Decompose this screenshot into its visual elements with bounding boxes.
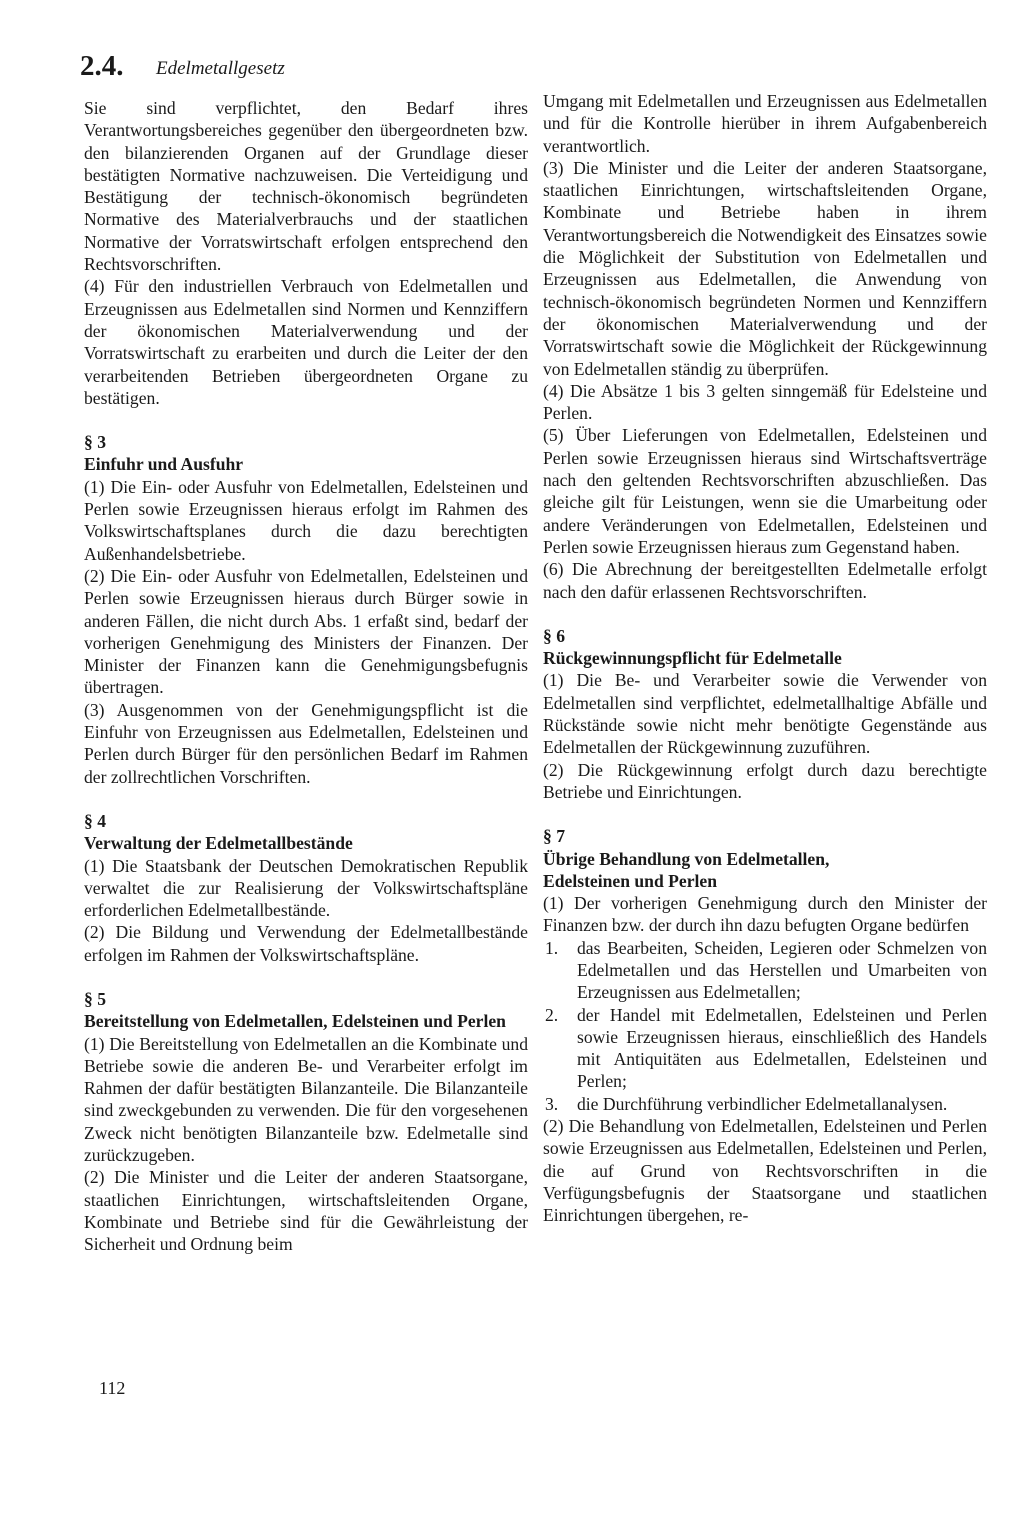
section-3-title: Einfuhr und Ausfuhr xyxy=(84,454,244,475)
section-number: 2.4. xyxy=(80,50,124,82)
list-item-text: das Bearbeiten, Scheiden, Legieren oder Schmelzen von Edelmetallen und das Herstellen und Umarbeiten von Erzeugnissen aus Edelmetallen; xyxy=(577,937,987,1003)
paragraph: (1) Die Ein- oder Ausfuhr von Edelmetallen, Edelsteinen und Perlen sowie Erzeugnissen hieraus erfolgt im Rahmen des Volkswirtschaftsplanes durch die dazu berechtigten Außenhandelsbetriebe. xyxy=(84,476,528,564)
section-6-title: Rückgewinnungspflicht für Edelmetalle xyxy=(543,648,842,669)
paragraph: Umgang mit Edelmetallen und Erzeugnissen aus Edelmetallen und für die Kontrolle hierüber in ihrem Aufgabenbereich verantwortlich. xyxy=(543,91,987,156)
section-5-title: Bereitstellung von Edelmetallen, Edelsteinen und Perlen xyxy=(84,1011,506,1032)
section-7-title-line-2: Edelsteinen und Perlen xyxy=(543,870,717,891)
section-5-number: § 5 xyxy=(84,988,106,1009)
paragraph: (2) Die Ein- oder Ausfuhr von Edelmetallen, Edelsteinen und Perlen sowie Erzeugnissen hieraus durch Bürger sowie in anderen Fällen, die nicht durch Abs. 1 erfaßt sind, bedarf der vorherigen Genehmigung des Ministers der Finanzen. Der Minister der Finanzen kann die Genehmigungsbefugnis übertragen. xyxy=(84,565,528,698)
paragraph: (3) Die Minister und die Leiter der anderen Staatsorgane, staatlichen Einrichtungen, wirtschaftsleitenden Organe, Kombinate und Betriebe haben in ihrem Verantwortungsbereich die Notwendigkeit des Einsatzes sowie die Möglichkeit der Substitution von Edelmetallen und Erzeugnissen aus Edelmetallen, die Anwendung von technisch-ökonomisch begründeten Normen und Kennziffern der ökonomischen Materialverwendung und der Vorratswirtschaft sowie die Möglichkeit der Rückgewinnung von Edelmetallen ständig zu überprüfen. xyxy=(543,157,987,379)
paragraph: (6) Die Abrechnung der bereitgestellten Edelmetalle erfolgt nach den dafür erlassenen Rechtsvorschriften. xyxy=(543,559,987,602)
list-item-text: der Handel mit Edelmetallen, Edelsteinen und Perlen sowie Erzeugnissen hieraus, einschließlich des Handels mit Antiquitäten aus Edelmetallen, Edelsteinen und Perlen; xyxy=(577,1004,987,1092)
paragraph: (1) Der vorherigen Genehmigung durch den Minister der Finanzen bzw. der durch ihn dazu befugten Organe bedürfen xyxy=(543,893,987,936)
section-3-number: § 3 xyxy=(84,432,106,453)
paragraph: (2) Die Behandlung von Edelmetallen, Edelsteinen und Perlen sowie Erzeugnissen aus Edelmetallen, Edelsteinen und Perlen, die auf Grund von Rechtsvorschriften in die Verfügungsbefugnis der Staatsorgane und staatlichen Einrichtungen übergehen, re- xyxy=(543,1116,987,1226)
list-item-number: 3. xyxy=(545,1093,559,1114)
section-4-title: Verwaltung der Edelmetallbestände xyxy=(84,833,353,854)
paragraph: (5) Über Lieferungen von Edelmetallen, Edelsteinen und Perlen sowie Erzeugnissen hieraus sind Wirtschaftsverträge nach den geltenden Rechtsvorschriften abzuschließen. Das gleiche gilt für Leistungen, wenn sie die Umarbeitung oder andere Veränderungen von Edelmetallen, Edelsteinen und Perlen sowie Erzeugnissen hieraus zum Gegenstand haben. xyxy=(543,425,987,557)
right-column xyxy=(543,90,987,1227)
list-item-number: 1. xyxy=(545,937,559,958)
paragraph: (2) Die Minister und die Leiter der anderen Staatsorgane, staatlichen Einrichtungen, wirtschaftsleitenden Organe, Kombinate und Betriebe sind für die Gewährleistung der Sicherheit und Ordnung beim xyxy=(84,1167,528,1255)
section-title: Edelmetallgesetz xyxy=(156,58,285,79)
paragraph: (3) Ausgenommen von der Genehmigungspflicht ist die Einfuhr von Erzeugnissen aus Edelmetallen, Edelsteinen und Perlen durch Bürger für den persönlichen Bedarf im Rahmen der zollrechtlichen Vorschriften. xyxy=(84,699,528,787)
list-item-number: 2. xyxy=(545,1004,559,1025)
paragraph: (1) Die Staatsbank der Deutschen Demokratischen Republik verwaltet die zur Realisierung der Volkswirtschaftspläne erforderlichen Edelmetallbestände. xyxy=(84,855,528,921)
left-column xyxy=(84,97,528,1256)
list-item xyxy=(543,1004,987,1093)
paragraph: (1) Die Be- und Verarbeiter sowie die Verwender von Edelmetallen sind verpflichtet, edelmetallhaltige Abfälle und Rückstände sowie nicht mehr benötigte Gegenstände aus Edelmetallen der Rückgewinnung zuzuführen. xyxy=(543,670,987,758)
list-item xyxy=(543,937,987,1004)
section-7-number: § 7 xyxy=(543,826,565,847)
page-number: 112 xyxy=(99,1378,126,1398)
paragraph: (2) Die Rückgewinnung erfolgt durch dazu berechtigte Betriebe und Einrichtungen. xyxy=(543,759,987,802)
list-item-text: die Durchführung verbindlicher Edelmetallanalysen. xyxy=(577,1093,948,1114)
paragraph: (4) Die Absätze 1 bis 3 gelten sinngemäß für Edelsteine und Perlen. xyxy=(543,380,987,424)
section-4-number: § 4 xyxy=(84,810,106,831)
section-7-title-line-1: Übrige Behandlung von Edelmetallen, xyxy=(543,848,830,869)
list-item xyxy=(543,1093,987,1115)
paragraph: Sie sind verpflichtet, den Bedarf ihres Verantwortungsbereiches gegenüber den übergeordneten bzw. den bilanzierenden Organen auf der Grundlage dieser bestätigten Normative nachzuweisen. Die Verteidigung und Bestätigung der technisch-ökonomisch begründeten Normative des Materialverbrauchs und der staatlichen Normative der Vorratswirtschaft erfolgen entsprechend den Rechtsvorschriften. xyxy=(84,98,528,275)
paragraph: (2) Die Bildung und Verwendung der Edelmetallbestände erfolgen im Rahmen der Volkswirtschaftspläne. xyxy=(84,922,528,965)
section-6-number: § 6 xyxy=(543,625,565,646)
paragraph: (1) Die Bereitstellung von Edelmetallen an die Kombinate und Betriebe sowie die anderen Be- und Verarbeiter erfolgt im Rahmen der dafür bestätigten Bilanzanteile. Die Bilanzanteile sind zweckgebunden zu verwenden. Die für den vorgesehenen Zweck nicht benötigten Bilanzanteile bzw. Edelmetalle sind zurückzugeben. xyxy=(84,1033,528,1166)
paragraph: (4) Für den industriellen Verbrauch von Edelmetallen und Erzeugnissen aus Edelmetallen sind Normen und Kennziffern der ökonomischen Materialverwendung und der Vorratswirtschaft zu erarbeiten und durch die Leiter der den verarbeitenden Betrieben übergeordneten Organe zu bestätigen. xyxy=(84,276,528,408)
